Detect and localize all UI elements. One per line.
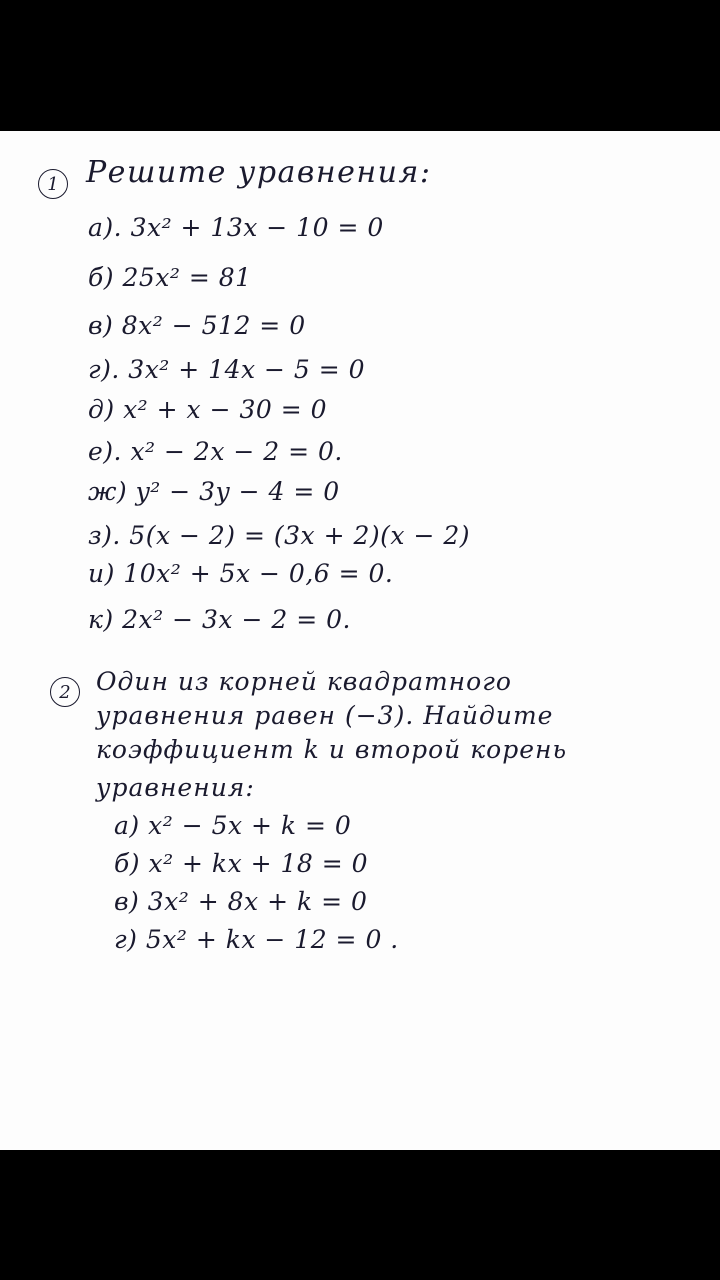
equation: x² − 2x − 2 = 0. — [130, 437, 343, 466]
task-1-item-zh — [88, 477, 340, 506]
equation: x² + kx + 18 = 0 — [148, 849, 369, 878]
homework-sheet — [0, 131, 720, 1150]
item-label: б) — [114, 849, 141, 878]
item-label: и) — [88, 559, 115, 588]
item-label: а). — [88, 213, 123, 242]
task-1-item-v — [88, 311, 306, 340]
item-label: в) — [88, 311, 114, 340]
equation: y² − 3y − 4 = 0 — [135, 477, 340, 506]
item-label: к) — [88, 605, 114, 634]
equation: 5x² + kx − 12 = 0 . — [145, 925, 399, 954]
task-1-item-g — [88, 355, 365, 384]
item-label: з). — [88, 521, 121, 550]
equation: 8x² − 512 = 0 — [121, 311, 306, 340]
equation: 3x² + 13x − 10 = 0 — [130, 213, 384, 242]
equation: 3x² + 8x + k = 0 — [147, 887, 368, 916]
task-2-text-line-3: коэффициент k и второй корень — [96, 735, 568, 764]
task-1-item-d — [88, 395, 327, 424]
task-1-item-k — [88, 605, 351, 634]
item-label: ж) — [88, 477, 128, 506]
equation: 2x² − 3x − 2 = 0. — [122, 605, 351, 634]
equation: 5(x − 2) = (3x + 2)(x − 2) — [129, 521, 471, 550]
task-2-item-b — [114, 849, 368, 878]
item-label: в) — [114, 887, 140, 916]
task-2-item-g — [114, 925, 399, 954]
task-1-item-b — [88, 263, 252, 292]
task-1-item-e — [88, 437, 343, 466]
task-2-number-circle: 2 — [50, 677, 80, 707]
item-label: г) — [114, 925, 138, 954]
equation: x² − 5x + k = 0 — [148, 811, 352, 840]
equation: 3x² + 14x − 5 = 0 — [128, 355, 366, 384]
equation: 10x² + 5x − 0,6 = 0. — [123, 559, 394, 588]
task-1-item-i — [88, 559, 393, 588]
task-2-text-line-1: Один из корней квадратного — [96, 667, 512, 696]
item-label: д) — [88, 395, 115, 424]
task-2-text-line-4: уравнения: — [96, 773, 255, 802]
equation: 25x² = 81 — [122, 263, 252, 292]
task-2-item-a — [114, 811, 351, 840]
task-2-item-v — [114, 887, 367, 916]
task-2-text-line-2: уравнения равен (−3). Найдите — [96, 701, 554, 730]
equation: x² + x − 30 = 0 — [123, 395, 328, 424]
task-1-title: Решите уравнения: — [86, 155, 432, 190]
item-label: б) — [88, 263, 115, 292]
task-1-item-a — [88, 213, 384, 242]
item-label: г). — [88, 355, 120, 384]
item-label: е). — [88, 437, 122, 466]
task-1-item-z — [88, 521, 470, 550]
item-label: а) — [114, 811, 140, 840]
task-1-number-circle: 1 — [38, 169, 68, 199]
